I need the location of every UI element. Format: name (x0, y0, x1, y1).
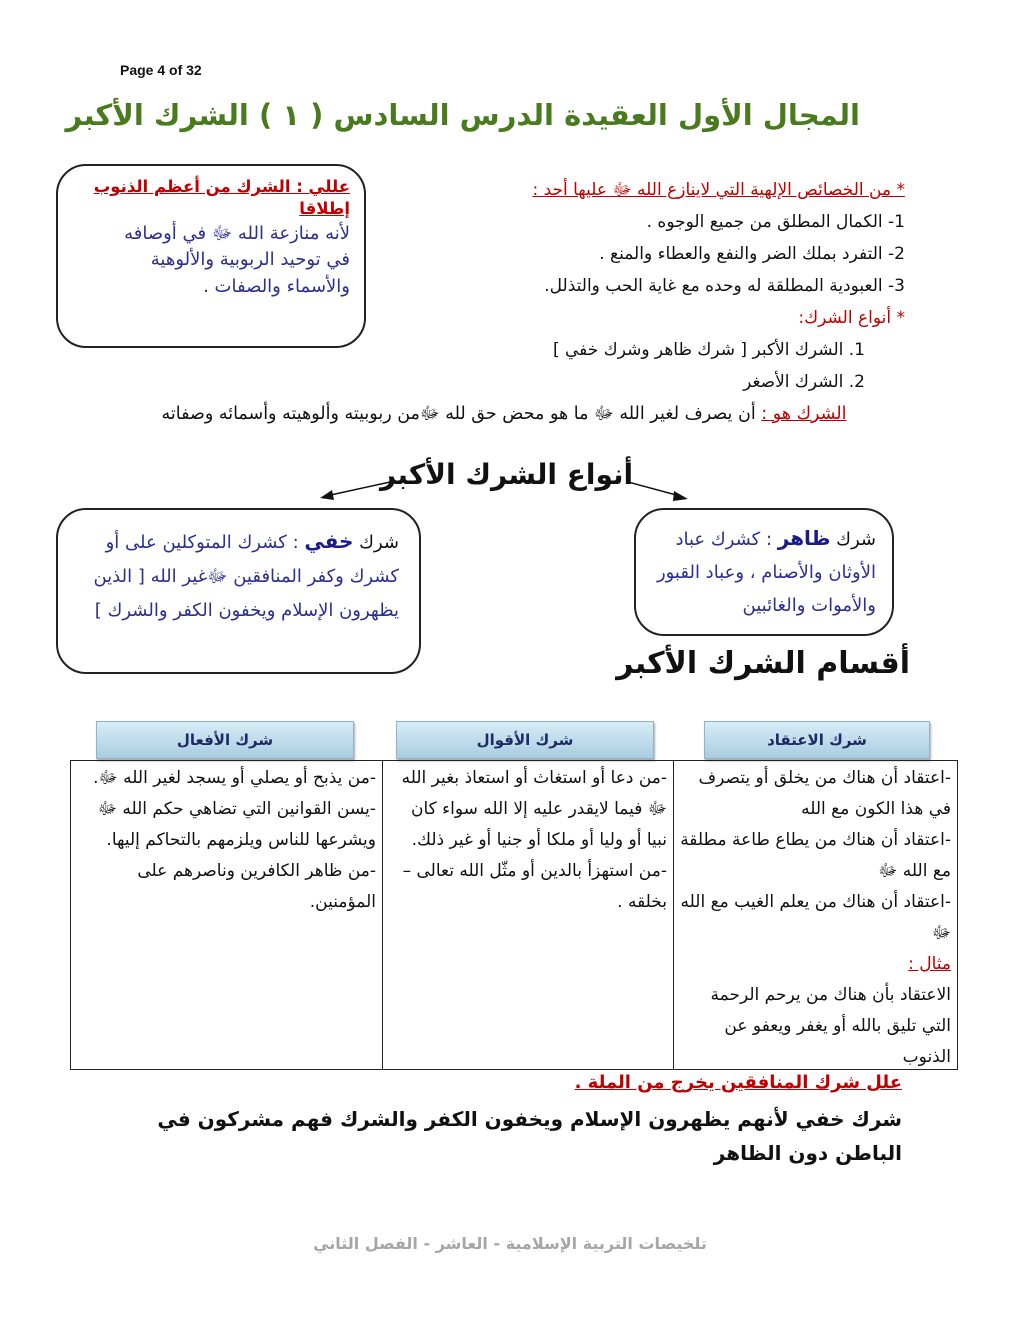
apparent-shirk-box (634, 508, 894, 636)
shirk-sections-table (70, 760, 958, 1070)
definition-text: أن يصرف لغير الله ﷻ ما هو محض حق لله ﷻمن ربوبيته وألوهيته وأسمائه وصفاته (161, 404, 762, 424)
header-belief-shirk: شرك الاعتقاد (704, 721, 930, 759)
belief-example-label: مثال : (908, 954, 951, 974)
hidden-text: : كشرك المتوكلين على أو كشرك وكفر المنافقين ﷻغير الله [ الذين يظهرون الإسلام ويخفون الكفر والشرك ] (93, 532, 399, 621)
header-actions-shirk: شرك الأفعال (96, 721, 354, 759)
actions-column (71, 761, 382, 1069)
actions-item-3: -من ظاهر الكافرين وناصرهم على المؤمنين. (137, 861, 376, 912)
reason-line-2: في توحيد الربوبية والألوهية (150, 249, 350, 271)
shirk-type-1: 1. الشرك الأكبر [ شرك ظاهر وشرك خفي ] (552, 340, 865, 360)
hypocrite-question: علل شرك المنافقين يخرج من الملة . (574, 1072, 902, 1093)
attribute-item-3: 3- العبودية المطلقة له وحده مع غاية الحب والتذلل. (544, 276, 905, 296)
shirk-definition (120, 398, 888, 430)
attribute-item-1: 1- الكمال المطلق من جميع الوجوه . (646, 212, 905, 232)
apparent-keyword: ظاهر (777, 526, 831, 550)
apparent-prefix: شرك (836, 529, 876, 550)
page-number: Page 4 of 32 (120, 62, 202, 78)
footer-title: تلخيصات التربية الإسلامية - العاشر - الفصل الثاني (313, 1234, 707, 1253)
attributes-heading: * من الخصائص الإلهية التي لاينازع الله ﷻ عليها أحد : (532, 180, 905, 200)
belief-item-1: -اعتقاد أن هناك من يخلق أو يتصرف في هذا الكون مع الله (698, 768, 951, 819)
sayings-item-1: -من دعا أو استغاث أو استعاذ بغير الله ﷻ فيما لايقدر عليه إلا الله سواء كان نبيا أو وليا أو ملكا أو جنيا أو غير ذلك. (401, 768, 667, 850)
page-title: المجال الأول العقيدة الدرس السادس ( ١ ) الشرك الأكبر (65, 98, 860, 132)
definition-label: الشرك هو : (761, 404, 847, 424)
hidden-keyword: خفي (304, 529, 354, 553)
reason-heading: عللي : الشرك من أعظم الذنوب إطلاقا (93, 177, 350, 219)
belief-example: الاعتقاد بأن هناك من يرحم الرحمة التي تليق بالله أو يغفر ويعفو عن الذنوب (710, 985, 951, 1067)
apparent-text: : كشرك عباد الأوثان والأصنام ، وعباد القبور والأموات والغائبين (656, 529, 876, 616)
arrow-right-head (673, 491, 688, 501)
sayings-item-2: -من استهزأ بالدين أو مثّل الله تعالى – بخلقه . (402, 861, 667, 912)
shirk-types-heading: * أنواع الشرك: (798, 308, 905, 328)
arrow-left-head (320, 490, 334, 500)
sayings-column (382, 761, 674, 1069)
divine-attributes-section (430, 174, 905, 398)
major-shirk-sections-heading: أقسام الشرك الأكبر (616, 646, 910, 681)
header-sayings-shirk: شرك الأقوال (396, 721, 654, 759)
attribute-item-2: 2- التفرد بملك الضر والنفع والعطاء والمنع . (599, 244, 905, 264)
reason-line-3: والأسماء والصفات . (203, 275, 350, 297)
belief-column (674, 761, 957, 1069)
hypocrite-answer: شرك خفي لأنهم يظهرون الإسلام ويخفون الكفر والشرك فهم مشركون في الباطن دون الظاهر (157, 1107, 902, 1165)
hidden-shirk-box (56, 508, 421, 674)
major-shirk-types-heading: أنواع الشرك الأكبر (380, 458, 634, 491)
arrow-right-line (628, 482, 680, 496)
actions-item-1: -من يذبح أو يصلي أو يسجد لغير الله ﷻ. (93, 768, 376, 788)
actions-item-2: -يسن القوانين التي تضاهي حكم الله ﷻ ويشرعها للناس ويلزمهم بالتحاكم إليها. (97, 799, 376, 850)
belief-item-3: -اعتقاد أن هناك من يعلم الغيب مع الله ﷻ (680, 892, 951, 943)
reason-box (56, 164, 366, 348)
shirk-type-2: 2. الشرك الأصغر (743, 372, 865, 392)
hidden-prefix: شرك (359, 532, 399, 553)
reason-line-1: لأنه منازعة الله ﷻ في أوصافه (124, 222, 350, 244)
belief-item-2: -اعتقاد أن هناك من يطاع طاعة مطلقة مع الله ﷻ (680, 830, 951, 881)
